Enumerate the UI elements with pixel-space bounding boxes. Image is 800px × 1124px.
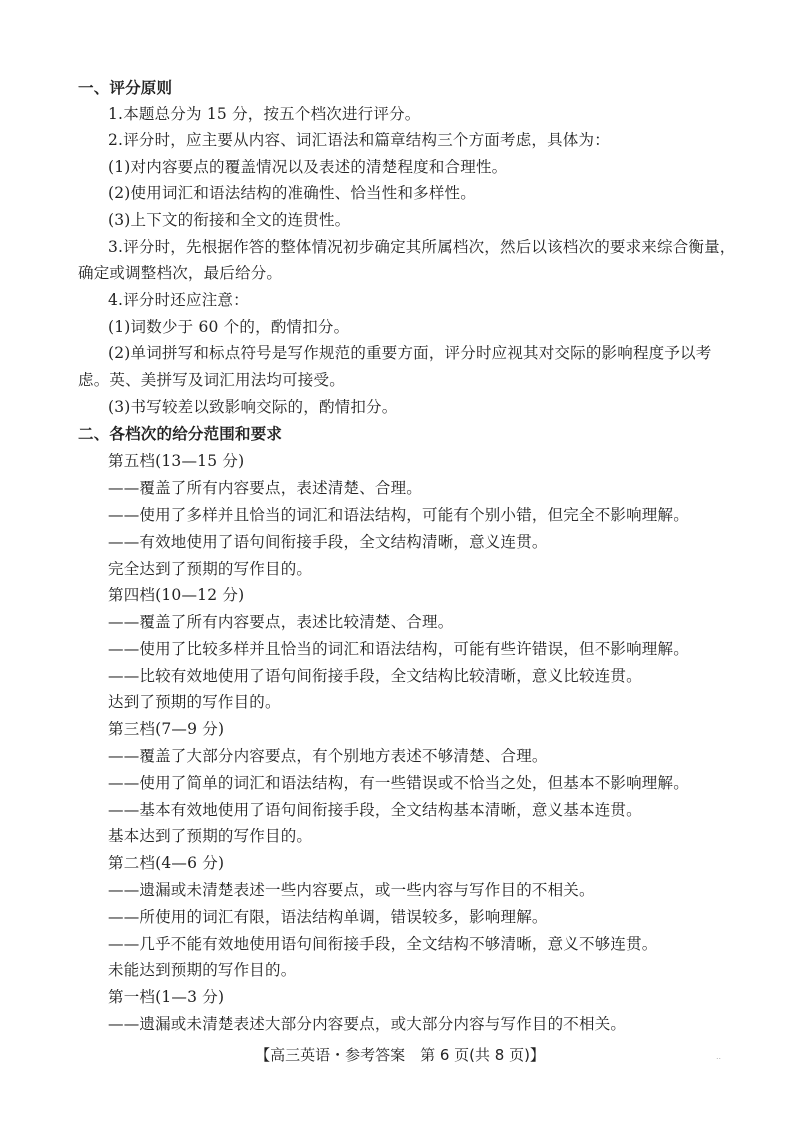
rule-2-item-3: (3)上下文的衔接和全文的连贯性。 xyxy=(108,211,351,229)
level1-title: 第一档(1—3 分) xyxy=(108,988,225,1006)
level3-item: ——覆盖了大部分内容要点，有个别地方表述不够清楚、合理。 xyxy=(108,747,548,765)
level5-item: ——覆盖了所有内容要点，表述清楚、合理。 xyxy=(108,479,423,497)
level2-summary: 未能达到预期的写作目的。 xyxy=(108,961,297,979)
rule-4-item-2-line-1: (2)单词拼写和标点符号是写作规范的重要方面，评分时应视其对交际的影响程度予以考 xyxy=(108,344,712,362)
level5-item: ——使用了多样并且恰当的词汇和语法结构，可能有个别小错，但完全不影响理解。 xyxy=(108,506,689,524)
rule-4-item-3: (3)书写较差以致影响交际的，酌情扣分。 xyxy=(108,398,398,416)
level5-item: ——有效地使用了语句间衔接手段，全文结构清晰，意义连贯。 xyxy=(108,533,548,551)
level5-summary: 完全达到了预期的写作目的。 xyxy=(108,560,313,578)
level4-item: ——比较有效地使用了语句间衔接手段，全文结构比较清晰，意义比较连贯。 xyxy=(108,667,642,685)
level2-title: 第二档(4—6 分) xyxy=(108,854,225,872)
rule-4-item-2-line-2: 虑。英、美拼写及词汇用法均可接受。 xyxy=(78,371,345,389)
level3-item: ——使用了简单的词汇和语法结构，有一些错误或不恰当之处，但基本不影响理解。 xyxy=(108,774,689,792)
level3-item: ——基本有效地使用了语句间衔接手段，全文结构基本清晰，意义基本连贯。 xyxy=(108,801,642,819)
rule-2-item-1: (1)对内容要点的覆盖情况以及表述的清楚程度和合理性。 xyxy=(108,158,508,176)
level2-item: ——几乎不能有效地使用语句间衔接手段，全文结构不够清晰，意义不够连贯。 xyxy=(108,935,658,953)
section1-heading: 一、评分原则 xyxy=(78,79,173,97)
level5-title: 第五档(13—15 分) xyxy=(108,452,245,470)
level2-item: ——所使用的词汇有限，语法结构单调，错误较多，影响理解。 xyxy=(108,908,548,926)
rule-2: 2.评分时，应主要从内容、词汇语法和篇章结构三个方面考虑，具体为： xyxy=(108,131,610,149)
level3-summary: 基本达到了预期的写作目的。 xyxy=(108,827,313,845)
scan-mark: .. xyxy=(716,1052,722,1061)
rule-4: 4.评分时还应注意： xyxy=(108,291,249,309)
level4-item: ——使用了比较多样并且恰当的词汇和语法结构，可能有些许错误，但不影响理解。 xyxy=(108,640,689,658)
rule-1: 1.本题总分为 15 分，按五个档次进行评分。 xyxy=(108,105,421,123)
level2-item: ——遗漏或未清楚表述一些内容要点，或一些内容与写作目的不相关。 xyxy=(108,881,595,899)
section2-heading: 二、各档次的给分范围和要求 xyxy=(78,425,283,443)
level4-title: 第四档(10—12 分) xyxy=(108,586,245,604)
rule-3-line-1: 3.评分时，先根据作答的整体情况初步确定其所属档次，然后以该档次的要求来综合衡量， xyxy=(108,238,736,256)
level3-title: 第三档(7—9 分) xyxy=(108,720,225,738)
level4-summary: 达到了预期的写作目的。 xyxy=(108,693,281,711)
rule-2-item-2: (2)使用词汇和语法结构的准确性、恰当性和多样性。 xyxy=(108,184,476,202)
rule-3-line-2: 确定或调整档次，最后给分。 xyxy=(78,264,283,282)
page-footer: 【高三英语・参考答案 第 6 页(共 8 页)】 xyxy=(255,1046,545,1064)
level4-item: ——覆盖了所有内容要点，表述比较清楚、合理。 xyxy=(108,613,454,631)
level1-item: ——遗漏或未清楚表述大部分内容要点，或大部分内容与写作目的不相关。 xyxy=(108,1015,627,1033)
rule-4-item-1: (1)词数少于 60 个的，酌情扣分。 xyxy=(108,318,350,336)
